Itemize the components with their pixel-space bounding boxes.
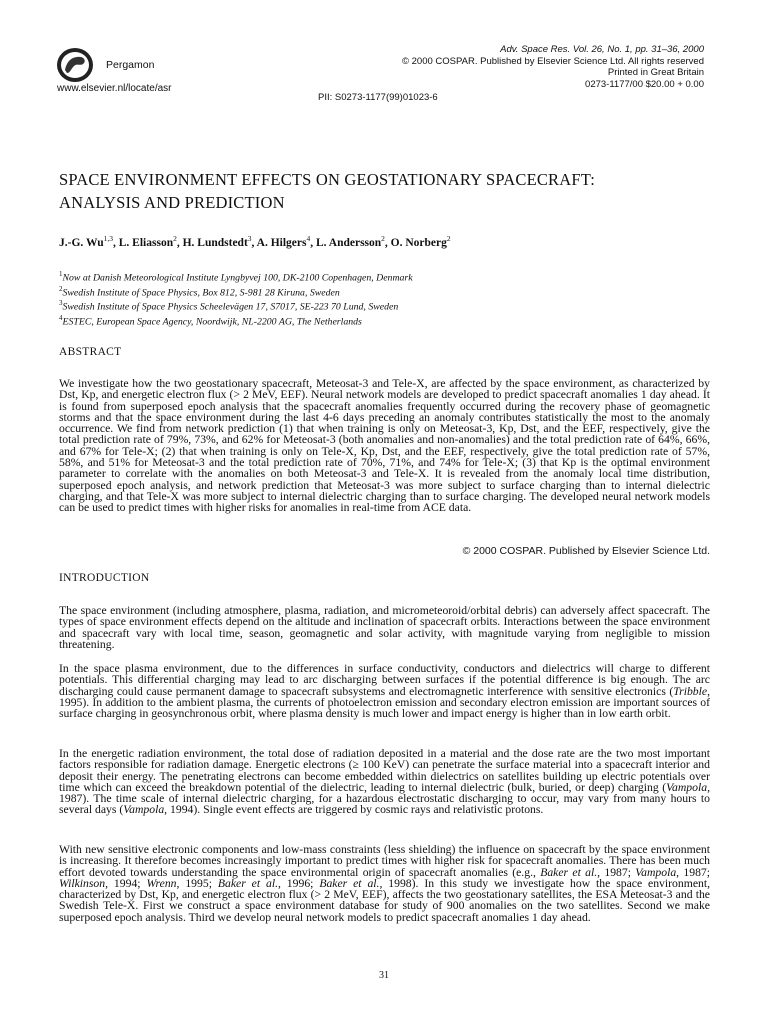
affiliation: $^2$Swedish Institute of Space Physics, Box 812, S-981 28 Kiruna, Sweden (59, 284, 340, 298)
page-number: 31 (379, 970, 389, 981)
author-affil-mark: 3 (247, 234, 252, 243)
author-name: A. Hilgers (256, 236, 307, 249)
intro-paragraph: With new sensitive electronic components and low-mass constraints (less shielding) the influence on spacecraft by the space environment is increasing. It therefore becomes increasingly important to predict times with higher risk for spacecraft anomalies. There has been much effort devoted towards understanding the space environmental origin of spacecraft anomalies (e.g., Baker et al., 1987; Vampola, 1987; Wilkinson, 1994; Wrenn, 1995; Baker et al., 1996; Baker et al., 1998). In this study we investigate how the space environment, characterized by Dst, Kp, and energetic electron flux (> 2 MeV, EEF), affects the two geostationary satellites, the ESA Meteosat-3 and the Swedish Tele-X. First we construct a space environment database for study of 900 anomalies on the two satellites. Second we make superposed epoch analysis. Third we develop neural network models to predict spacecraft anomalies 1 day ahead. (59, 843, 711, 924)
citation: Vampola (123, 803, 165, 817)
author-name: L. Eliasson (118, 236, 174, 249)
affiliations (59, 269, 413, 327)
author-name: L. Andersson (315, 236, 382, 249)
paper-title (59, 168, 719, 214)
author-name: J.-G. Wu (59, 236, 104, 249)
title-line: ANALYSIS AND PREDICTION (59, 193, 285, 212)
author-affil-mark: 2 (446, 234, 451, 243)
citation: Baker et al. (217, 876, 278, 890)
abstract-text: We investigate how the two geostationary spacecraft, Meteosat-3 and Tele-X, are affected by the space environment, as characterized by Dst, Kp, and energetic electron flux (> 2 MeV, EEF). Neural network models are developed to predict spacecraft anomalies 1 day ahead. It is found from superposed epoch analysis that the spacecraft anomalies frequently occurred during the recovery phase of geomagnetic storms and that the space environment during the last 4-6 days preceding an anomaly contributes statistically the most to the anomaly occurrence. We find from network prediction (1) that when training is only on Meteosat-3, Kp, Dst, and the EEF, respectively, give the total prediction rate of 79%, 73%, and 62% for Meteosat-3 (both anomalies and non-anomalies) and the total prediction rate of 64%, 66%, and 67% for Tele-X; (2) that when training is only on Tele-X, Kp, Dst, and the EEF, respectively, give the total prediction rate of 57%, 58%, and 51% for Meteosat-3 and the total prediction rate of 70%, 71%, and 74% for Tele-X; (3) that Kp is the optimal environment parameter to correlate with the anomalies on both Meteosat-3 and Tele-X. It is revealed from the anomaly local time distribution, superposed epoch analysis, and network prediction that Meteosat-3 was more subject to surface charging than to internal dielectric charging, and that Tele-X was more subject to internal dielectric charging than to surface charging. The developed neural network models can be used to predict times with higher risks for anomalies in real-time from ACE data. (59, 377, 710, 515)
journal-line: Printed in Great Britain (607, 67, 704, 78)
citation: Baker et al. (540, 865, 598, 879)
journal-line: 0273-1177/00 $20.00 + 0.00 (585, 78, 704, 90)
author-list: J.-G. Wu$^{1,3}$, L. Eliasson$^2$, H. Lundstedt$^3$, A. Hilgers$^4$, L. Andersson$^2$, O. Norberg$^2$ (59, 234, 451, 249)
citation: Vampola (635, 865, 677, 879)
citation: Tribble (673, 684, 708, 698)
affiliation: $^4$ESTEC, European Space Agency, Noordwijk, NL-2200 AG, The Netherlands (59, 313, 362, 327)
introduction-heading: INTRODUCTION (59, 572, 150, 584)
citation: Vampola (666, 780, 708, 794)
author-affil-mark: 1,3 (103, 234, 114, 243)
journal-url[interactable]: www.elsevier.nl/locate/asr (57, 83, 172, 94)
author-name: O. Norberg (390, 236, 447, 249)
author-name: H. Lundstedt (182, 236, 248, 249)
title-line: SPACE ENVIRONMENT EFFECTS ON GEOSTATIONARY SPACECRAFT: (59, 170, 595, 189)
affiliation: $^3$Swedish Institute of Space Physics Scheelevägen 17, S7017, SE-223 70 Lund, Sweden (59, 299, 399, 313)
journal-line: Adv. Space Res. Vol. 26, No. 1, pp. 31–36, 2000 (500, 44, 704, 55)
citation: Wilkinson (59, 876, 106, 890)
journal-line: © 2000 COSPAR. Published by Elsevier Science Ltd. All rights reserved (402, 55, 704, 67)
abstract-copyright: © 2000 COSPAR. Published by Elsevier Science Ltd. (462, 545, 710, 557)
abstract-heading: ABSTRACT (59, 346, 122, 358)
author-affil-mark: 2 (173, 234, 177, 243)
pergamon-logo (55, 46, 95, 84)
publisher-name: Pergamon (106, 59, 155, 71)
intro-paragraph: In the energetic radiation environment, the total dose of radiation deposited in a material and the dose rate are the two most important factors responsible for radiation damage. Energetic electrons (≥ 100 KeV) can penetrate the surface material into a spacecraft interior and deposit their energy. The penetrating electrons can become embedded within dielectrics on satellites building up electric potentials over time which can exceed the breakdown potential of the dielectric, leading to internal dielectric (bulk, buried, or deep) charging (Vampola, 1987). The time scale of internal dielectric charging, for a hazardous electrostatic discharging to occur, may vary from many hours to several days (Vampola, 1994). Single event effects are triggered by cosmic rays and relativistic protons. (59, 747, 710, 817)
citation: Wrenn (146, 876, 177, 890)
intro-paragraph: The space environment (including atmosphere, plasma, radiation, and micrometeoroid/orbital debris) can adversely affect spacecraft. The types of space environment effects depend on the altitude and inclination of spacecraft orbits. Interactions between the space environment and spacecraft vary with local time, season, geomagnetic and solar activity, with magnitude varying from negligible to mission threatening. (59, 604, 710, 651)
citation: Baker et al. (319, 876, 380, 890)
pii-code: PII: S0273-1177(99)01023-6 (318, 92, 438, 103)
intro-paragraph: In the space plasma environment, due to the differences in surface conductivity, conductors and dielectrics will charge to different potentials. This differential charging may lead to arc discharging between surfaces if the potential difference is big enough. The arc discharging could cause permanent damage to spacecraft subsystems and electromagnetic interference with sensitive electronics (Tribble, 1995). In addition to the ambient plasma, the currents of photoelectron emission and secondary electron emission are important sources of surface charging in geosynchronous orbit, where plasma density is much lower and impact energy is higher than in low earth orbit. (59, 662, 710, 721)
author-affil-mark: 4 (306, 234, 311, 243)
author-affil-mark: 2 (381, 234, 385, 243)
journal-citation (402, 44, 704, 90)
affiliation: $^1$Now at Danish Meteorological Institute Lyngbyvej 100, DK-2100 Copenhagen, Denmark (59, 270, 413, 284)
